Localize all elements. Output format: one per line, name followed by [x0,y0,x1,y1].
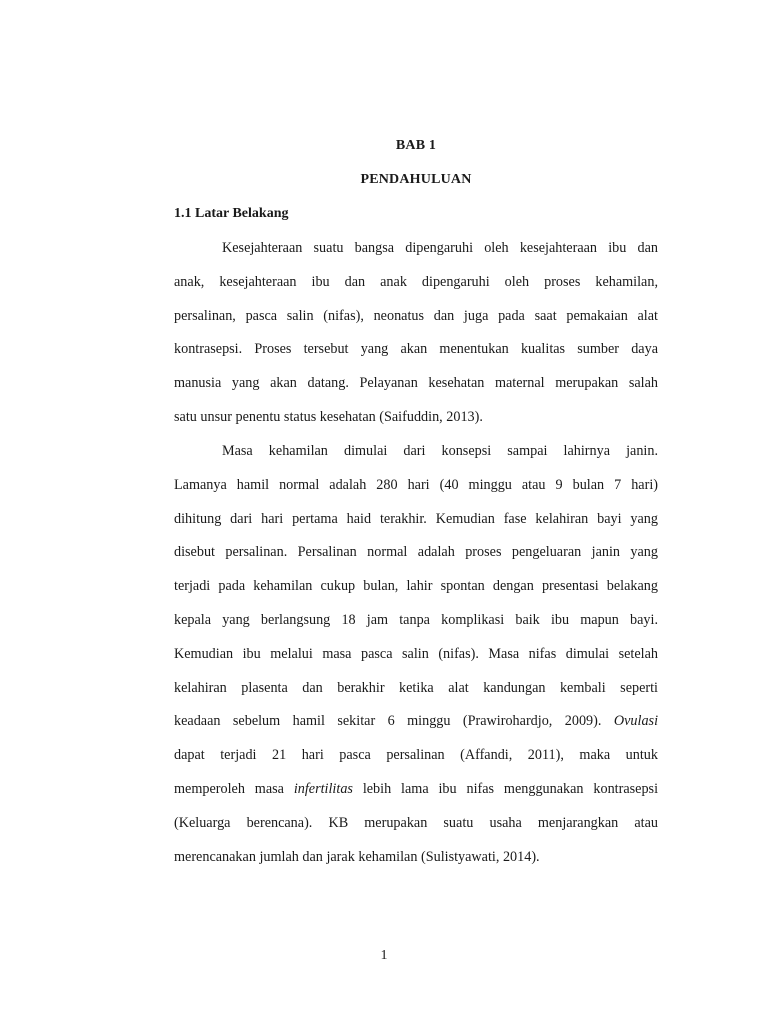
paragraph-line: Kesejahteraan suatu bangsa dipengaruhi oleh kesejahteraan ibu dan [222,240,658,256]
italic-term-ovulasi: Ovulasi [613,713,659,730]
section-heading: 1.1 Latar Belakang [174,206,289,221]
paragraph-line: Masa kehamilan dimulai dari konsepsi sampai lahirnya janin. [222,443,658,459]
paragraph-line: kepala yang berlangsung 18 jam tanpa komplikasi baik ibu mapun bayi. [174,611,658,628]
paragraph-line-with-italic [174,713,658,747]
paragraph-line: dihitung dari hari pertama haid terakhir. Kemudian fase kelahiran bayi yang [174,510,658,527]
paragraph-line: merencanakan jumlah dan jarak kehamilan (Sulistyawati, 2014). [174,848,540,865]
paragraph-line: persalinan, pasca salin (nifas), neonatus dan juga pada saat pemakaian alat [174,307,658,324]
paragraph-line: kontrasepsi. Proses tersebut yang akan menentukan kualitas sumber daya [174,341,658,358]
paragraph-line: dapat terjadi 21 hari pasca persalinan (Affandi, 2011), maka untuk [174,747,658,764]
paragraph-line: Lamanya hamil normal adalah 280 hari (40 minggu atau 9 bulan 7 hari) [174,476,658,493]
page-number: 1 [380,948,388,963]
paragraph-line: (Keluarga berencana). KB merupakan suatu usaha menjarangkan atau [174,814,658,831]
chapter-number: BAB 1 [395,138,437,153]
paragraph-line: kelahiran plasenta dan berakhir ketika alat kandungan kembali seperti [174,679,658,696]
chapter-title: PENDAHULUAN [360,172,472,187]
paragraph-line: satu unsur penentu status kesehatan (Saifuddin, 2013). [174,408,483,425]
line-text: keadaan sebelum hamil sekitar 6 minggu (Prawirohardjo, 2009). [174,713,602,730]
paragraph-2 [174,443,658,882]
italic-term-infertilitas: infertilitas [293,780,353,797]
paragraph-line: terjadi pada kehamilan cukup bulan, lahir spontan dengan presentasi belakang [174,578,658,595]
paragraph-line: Kemudian ibu melalui masa pasca salin (nifas). Masa nifas dimulai setelah [174,645,658,662]
line-text: lebih lama ibu nifas menggunakan kontrasepsi [362,780,659,797]
line-text: memperoleh masa [174,780,284,797]
paragraph-1 [174,240,658,443]
paragraph-line: manusia yang akan datang. Pelayanan kesehatan maternal merupakan salah [174,375,658,392]
paragraph-line-with-italic [174,781,658,815]
paragraph-line: anak, kesejahteraan ibu dan anak dipengaruhi oleh proses kehamilan, [174,273,658,290]
paragraph-line: disebut persalinan. Persalinan normal adalah proses pengeluaran janin yang [174,544,658,561]
